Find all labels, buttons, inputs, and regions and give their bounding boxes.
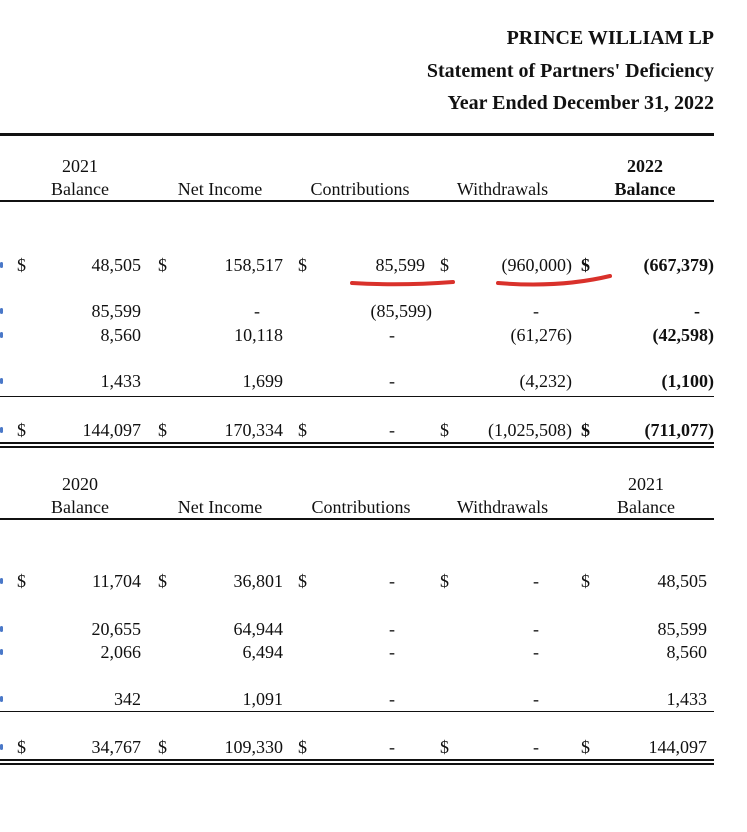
col-closing-label: Balance: [617, 497, 675, 517]
net-income-cell: 36,801: [233, 571, 283, 591]
total-opening-balance: 34,767: [91, 737, 141, 757]
withdrawals-cell: -: [533, 571, 539, 591]
total-closing-balance: (711,077): [644, 420, 714, 440]
total-contributions: -: [389, 737, 395, 757]
currency-symbol: $: [581, 255, 590, 275]
total-closing-balance: 144,097: [648, 737, 707, 757]
currency-symbol: $: [298, 420, 307, 440]
col-closing-year: 2021: [628, 474, 664, 494]
currency-symbol: $: [158, 420, 167, 440]
net-income-cell: 1,091: [242, 689, 283, 709]
net-income-cell: 1,699: [242, 371, 283, 391]
currency-symbol: $: [158, 255, 167, 275]
closing-balance-cell: 8,560: [666, 642, 707, 662]
opening-balance-cell: 20,655: [91, 619, 141, 639]
statement-title: Statement of Partners' Deficiency: [426, 60, 714, 82]
currency-symbol: $: [17, 737, 26, 757]
contributions-cell: (85,599): [370, 301, 432, 321]
contributions-cell: 85,599: [375, 255, 425, 275]
currency-symbol: $: [581, 737, 590, 757]
col-opening-year: 2021: [62, 156, 98, 176]
currency-symbol: $: [17, 255, 26, 275]
contributions-cell: -: [389, 642, 395, 662]
currency-symbol: $: [440, 420, 449, 440]
opening-balance-cell: 342: [114, 689, 141, 709]
contributions-cell: -: [389, 371, 395, 391]
col-withdrawals: Withdrawals: [456, 497, 549, 517]
statement-period: Year Ended December 31, 2022: [447, 92, 714, 114]
total-contributions: -: [389, 420, 395, 440]
total-net-income: 170,334: [224, 420, 283, 440]
currency-symbol: $: [581, 571, 590, 591]
withdrawals-cell: -: [533, 301, 539, 321]
currency-symbol: $: [298, 737, 307, 757]
col-opening-label: Balance: [51, 179, 109, 199]
closing-balance-cell: 1,433: [666, 689, 707, 709]
contributions-cell: -: [389, 619, 395, 639]
withdrawals-cell: (61,276): [510, 325, 572, 345]
net-income-cell: 158,517: [224, 255, 283, 275]
col-opening-year: 2020: [62, 474, 98, 494]
closing-balance-cell: (1,100): [661, 371, 714, 391]
currency-symbol: $: [158, 571, 167, 591]
col-closing-year: 2022: [627, 156, 663, 176]
opening-balance-cell: 2,066: [100, 642, 141, 662]
contributions-cell: -: [389, 325, 395, 345]
opening-balance-cell: 85,599: [91, 301, 141, 321]
opening-balance-cell: 48,505: [91, 255, 141, 275]
closing-balance-cell: 48,505: [657, 571, 707, 591]
closing-balance-cell: -: [694, 301, 700, 321]
closing-balance-cell: 85,599: [657, 619, 707, 639]
currency-symbol: $: [158, 737, 167, 757]
closing-balance-cell: (667,379): [643, 255, 714, 275]
currency-symbol: $: [17, 420, 26, 440]
withdrawals-cell: (960,000): [501, 255, 572, 275]
company-name: PRINCE WILLIAM LP: [506, 27, 714, 49]
opening-balance-cell: 8,560: [100, 325, 141, 345]
col-withdrawals: Withdrawals: [456, 179, 549, 199]
total-withdrawals: -: [533, 737, 539, 757]
closing-balance-cell: (42,598): [652, 325, 714, 345]
total-net-income: 109,330: [224, 737, 283, 757]
net-income-cell: 10,118: [234, 325, 283, 345]
opening-balance-cell: 11,704: [92, 571, 141, 591]
net-income-cell: -: [254, 301, 260, 321]
currency-symbol: $: [440, 255, 449, 275]
withdrawals-cell: -: [533, 642, 539, 662]
currency-symbol: $: [298, 255, 307, 275]
col-net-income: Net Income: [177, 497, 263, 517]
col-contributions: Contributions: [310, 179, 410, 199]
currency-symbol: $: [440, 737, 449, 757]
contributions-cell: -: [389, 571, 395, 591]
withdrawals-cell: (4,232): [519, 371, 572, 391]
currency-symbol: $: [17, 571, 26, 591]
withdrawals-cell: -: [533, 689, 539, 709]
col-closing-label: Balance: [614, 179, 676, 199]
underline-contributions: [352, 282, 453, 284]
underline-withdrawals: [498, 276, 610, 284]
net-income-cell: 6,494: [242, 642, 283, 662]
net-income-cell: 64,944: [233, 619, 283, 639]
withdrawals-cell: -: [533, 619, 539, 639]
col-contributions: Contributions: [311, 497, 411, 517]
opening-balance-cell: 1,433: [100, 371, 141, 391]
contributions-cell: -: [389, 689, 395, 709]
col-net-income: Net Income: [177, 179, 263, 199]
currency-symbol: $: [581, 420, 590, 440]
col-opening-label: Balance: [51, 497, 109, 517]
total-withdrawals: (1,025,508): [488, 420, 572, 440]
total-opening-balance: 144,097: [82, 420, 141, 440]
currency-symbol: $: [298, 571, 307, 591]
currency-symbol: $: [440, 571, 449, 591]
